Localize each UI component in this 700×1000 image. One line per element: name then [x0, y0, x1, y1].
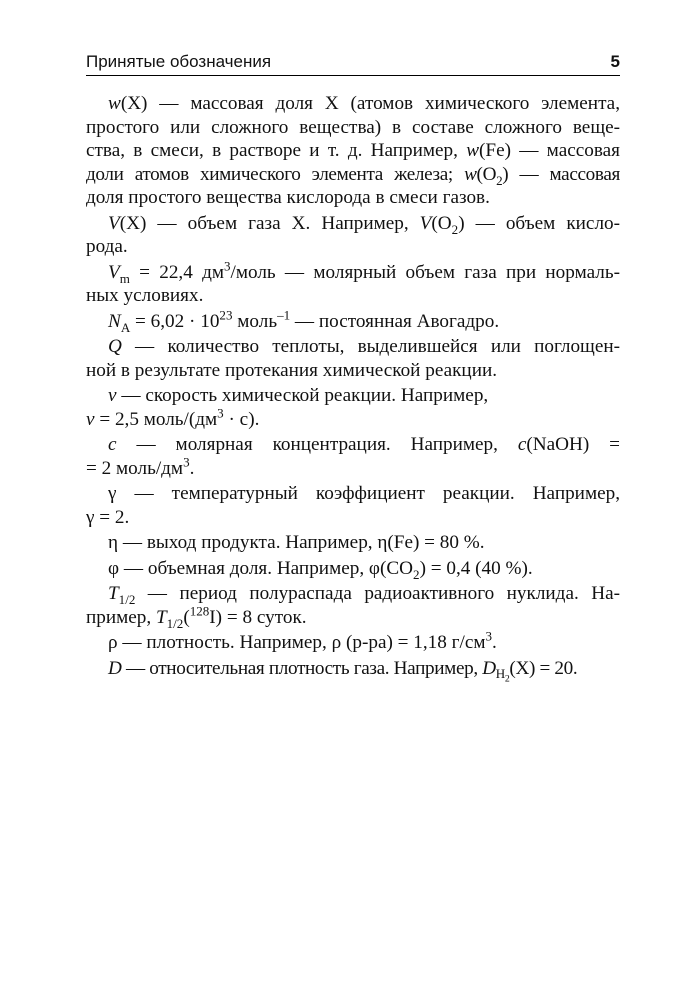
- text-line: доля простого вещества кислорода в смеси газов.: [86, 187, 490, 208]
- entry-product-yield: [86, 531, 620, 555]
- entry-molar-volume: [86, 258, 620, 308]
- entry-half-life: [86, 582, 620, 629]
- text-line: $N_A = 6,02 \cdot 10^{23}$ моль$^{-1}$ — постоянная Авогадро.: [108, 307, 500, 335]
- entry-heat: [86, 335, 620, 382]
- text-line: пример, $T_{1/2}(^{128}I) = 8$ суток.: [86, 603, 307, 631]
- text-line: ных условиях.: [86, 285, 204, 306]
- text-line: V(X) — объем газа X. Например, $V(O_2)$ — объем кисло-: [108, 212, 620, 237]
- entry-relative-density: [86, 657, 620, 685]
- text-line: γ = 2.: [86, 506, 130, 528]
- entry-volume-fraction: [86, 557, 620, 581]
- text-line: $T_{1/2}$ — период полураспада радиоактивного нуклида. На-: [108, 583, 620, 607]
- entry-mass-fraction: [86, 92, 620, 210]
- running-head: [86, 48, 620, 76]
- text-line: доли атомов химического элемента железа; $w(O_2)$ — массовая: [86, 163, 620, 188]
- text-line: рода.: [86, 236, 128, 257]
- text-line: η — выход продукта. Например, η(Fe) = 80 %.: [108, 532, 485, 553]
- text-line: w(X) — массовая доля X (атомов химического элемента,: [108, 93, 620, 114]
- text-line: Q — количество теплоты, выделившейся или поглощен-: [108, 336, 620, 357]
- entry-molar-concentration: [86, 433, 620, 480]
- text-line: ρ — плотность. Например, ρ (р-ра) = 1,18 $г/см^3$.: [108, 628, 497, 653]
- entry-reaction-rate: [86, 384, 620, 431]
- section-title: Принятые обозначения: [86, 52, 272, 71]
- entry-density: [86, 628, 620, 655]
- text-line: v = 2,5 моль/$(дм^3 \cdot с)$.: [86, 405, 260, 430]
- text-line: φ — объемная доля. Например, $\varphi(CO_2) = 0,4$ (40 %).: [108, 557, 533, 582]
- text-line: простого или сложного вещества) в составе сложного веще-: [86, 116, 620, 138]
- page-number: 5: [610, 52, 620, 71]
- text-line: D — относительная плотность газа. Например, $D_{H_2}(X) = 20$.: [108, 657, 578, 685]
- text-line: c — молярная концентрация. Например, c(NaOH) =: [108, 434, 620, 455]
- text-line: ной в результате протекания химической реакции.: [86, 359, 498, 381]
- entry-temperature-coefficient: [86, 482, 620, 529]
- entry-gas-volume: [86, 212, 620, 259]
- text-line: ства, в смеси, в растворе и т. д. Например, w(Fe) — массовая: [86, 140, 620, 161]
- text-line: = 2 моль/$дм^3$.: [86, 454, 195, 479]
- text-line: v — скорость химической реакции. Например,: [108, 385, 489, 406]
- entry-avogadro: [86, 307, 620, 335]
- notation-list: [86, 92, 620, 685]
- text-line: γ — температурный коэффициент реакции. Например,: [108, 483, 620, 504]
- text-line: $V_m = 22,4$ $дм^3$/моль — молярный объем газа при нормаль-: [108, 258, 620, 286]
